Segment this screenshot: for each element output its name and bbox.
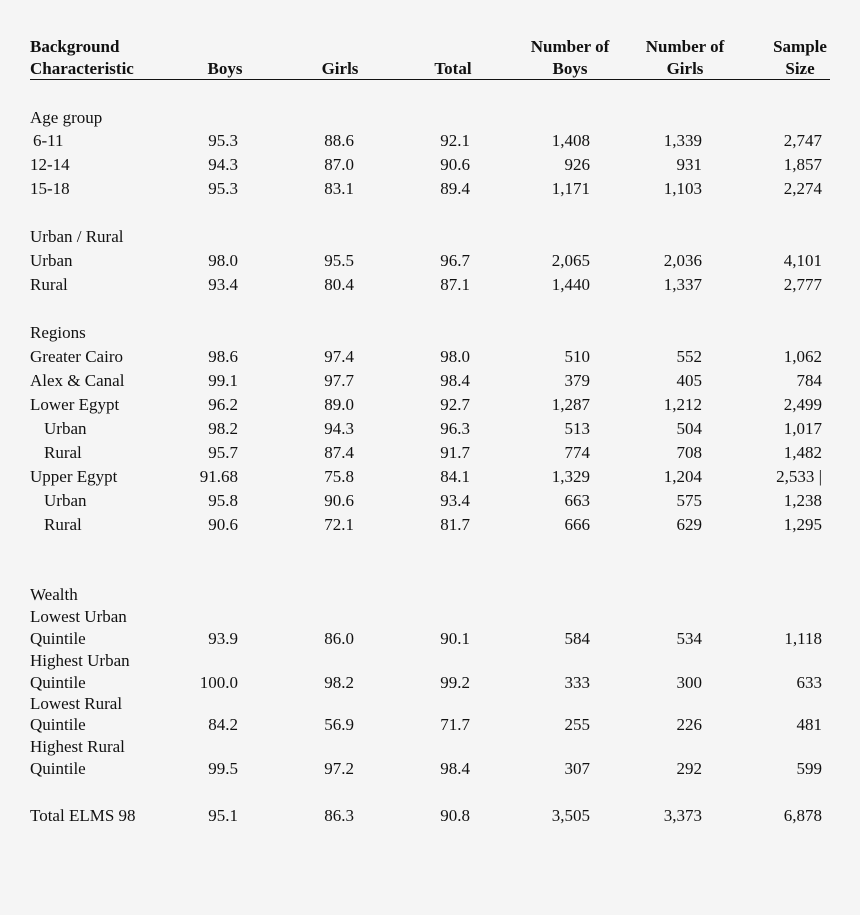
table-cell: 81.7: [440, 515, 470, 534]
row-label: Highest Rural: [30, 737, 125, 756]
header-total: Total: [434, 59, 472, 78]
row-label: Lower Egypt: [30, 395, 120, 414]
row-label: Lowest Rural: [30, 694, 123, 713]
table-cell: 96.7: [440, 251, 470, 270]
table-cell: 98.0: [208, 251, 238, 270]
table-cell: 504: [676, 419, 702, 438]
table-cell: 95.1: [208, 806, 238, 825]
table-cell: 379: [564, 371, 590, 390]
table-cell: 97.7: [324, 371, 354, 390]
table-cell: 92.1: [440, 131, 470, 150]
table-cell: 98.2: [208, 419, 238, 438]
table-cell: 56.9: [324, 715, 354, 734]
table-cell: 1,482: [783, 443, 822, 462]
table-cell: 2,777: [783, 275, 822, 294]
table-cell: 87.1: [440, 275, 470, 294]
table-cell: 2,065: [551, 251, 590, 270]
row-label: Urban: [30, 251, 73, 270]
table-cell: 774: [564, 443, 590, 462]
table-cell: 226: [676, 715, 702, 734]
table-cell: 1,103: [663, 179, 702, 198]
row-label: Urban: [44, 419, 87, 438]
table-cell: 1,440: [551, 275, 590, 294]
table-cell: 96.2: [208, 395, 238, 414]
table-cell: 2,274: [783, 179, 822, 198]
table-cell: 95.7: [208, 443, 238, 462]
header-number-boys-line1: Number of: [530, 37, 610, 56]
table-cell: 4,101: [783, 251, 822, 270]
row-label: 12-14: [30, 155, 70, 174]
table-cell: 93.9: [208, 629, 238, 648]
table-cell: 599: [796, 759, 822, 778]
table-cell: 71.7: [440, 715, 470, 734]
row-label: Upper Egypt: [30, 467, 118, 486]
table-cell: 405: [676, 371, 702, 390]
table-cell: 1,337: [663, 275, 702, 294]
table-cell: 72.1: [324, 515, 354, 534]
table-cell: 481: [796, 715, 822, 734]
header-number-girls-line2: Girls: [666, 59, 704, 78]
row-label: Regions: [30, 323, 86, 342]
header-boys: Boys: [207, 59, 243, 78]
table-cell: 1,017: [783, 419, 822, 438]
table-cell: 86.0: [324, 629, 354, 648]
header-girls: Girls: [321, 59, 359, 78]
header-rule: [30, 79, 830, 80]
table-cell: 552: [676, 347, 702, 366]
row-label: Rural: [30, 275, 68, 294]
table-cell: 84.2: [208, 715, 238, 734]
table-cell: 575: [676, 491, 702, 510]
table-cell: 84.1: [440, 467, 470, 486]
table-cell: 292: [676, 759, 702, 778]
row-label: Greater Cairo: [30, 347, 123, 366]
table-cell: 1,118: [784, 629, 822, 648]
table-cell: 300: [676, 673, 702, 692]
table-cell: 1,212: [663, 395, 702, 414]
table-cell: 784: [796, 371, 822, 390]
table-cell: 510: [564, 347, 590, 366]
row-label: Highest Urban: [30, 651, 130, 670]
table-cell: 99.5: [208, 759, 238, 778]
table-cell: 90.6: [208, 515, 238, 534]
table-cell: 94.3: [208, 155, 238, 174]
table-cell: 708: [676, 443, 702, 462]
table-cell: 86.3: [324, 806, 354, 825]
row-label: Urban: [44, 491, 87, 510]
table-cell: 93.4: [440, 491, 470, 510]
table-cell: 255: [564, 715, 590, 734]
row-label: Quintile: [30, 629, 86, 648]
table-cell: 629: [676, 515, 702, 534]
table-cell: 307: [564, 759, 590, 778]
table-cell: 90.8: [440, 806, 470, 825]
table-cell: 926: [564, 155, 590, 174]
table-cell: 83.1: [324, 179, 354, 198]
table-cell: 2,533 |: [776, 467, 822, 486]
table-cell: 333: [564, 673, 590, 692]
header-background-line1: Background: [30, 37, 120, 56]
table-cell: 87.4: [324, 443, 354, 462]
table-cell: 663: [564, 491, 590, 510]
table-cell: 97.2: [324, 759, 354, 778]
table-cell: 90.1: [440, 629, 470, 648]
table-cell: 87.0: [324, 155, 354, 174]
table-cell: 98.0: [440, 347, 470, 366]
row-label: Rural: [44, 515, 82, 534]
row-label: Age group: [30, 108, 103, 127]
table-cell: 92.7: [440, 395, 470, 414]
table-cell: 99.1: [208, 371, 238, 390]
table-cell: 90.6: [324, 491, 354, 510]
header-sample-size-line1: Sample: [773, 37, 827, 56]
table-cell: 513: [564, 419, 590, 438]
row-label: Total ELMS 98: [30, 806, 136, 825]
table-cell: 89.0: [324, 395, 354, 414]
table-cell: 633: [796, 673, 822, 692]
table-cell: 1,295: [783, 515, 822, 534]
header-number-boys-line2: Boys: [552, 59, 588, 78]
table-cell: 80.4: [324, 275, 354, 294]
table-cell: 2,036: [663, 251, 702, 270]
header-sample-size-line2: Size: [785, 59, 815, 78]
table-cell: 1,408: [551, 131, 590, 150]
table-cell: 6,878: [783, 806, 822, 825]
table-cell: 1,204: [663, 467, 702, 486]
table-cell: 98.4: [440, 371, 470, 390]
table-cell: 98.6: [208, 347, 238, 366]
row-label: Alex & Canal: [30, 371, 125, 390]
row-label: Quintile: [30, 715, 86, 734]
table-cell: 584: [564, 629, 590, 648]
row-label: Lowest Urban: [30, 607, 127, 626]
table-cell: 88.6: [324, 131, 354, 150]
table-cell: 100.0: [199, 673, 238, 692]
table-cell: 99.2: [440, 673, 470, 692]
table-cell: 666: [564, 515, 590, 534]
row-label: Rural: [44, 443, 82, 462]
table-cell: 89.4: [440, 179, 470, 198]
table-cell: 93.4: [208, 275, 238, 294]
table-cell: 90.6: [440, 155, 470, 174]
table-cell: 3,505: [551, 806, 590, 825]
table-cell: 1,171: [551, 179, 590, 198]
header-number-girls-line1: Number of: [645, 37, 725, 56]
table-cell: 1,287: [551, 395, 590, 414]
table-cell: 95.8: [208, 491, 238, 510]
table-cell: 2,747: [783, 131, 822, 150]
table-cell: 534: [676, 629, 702, 648]
table-cell: 1,339: [663, 131, 702, 150]
table-cell: 1,238: [783, 491, 822, 510]
table-cell: 95.3: [208, 179, 238, 198]
table-cell: 98.2: [324, 673, 354, 692]
row-label: 15-18: [30, 179, 70, 198]
table-cell: 1,857: [783, 155, 822, 174]
table-cell: 931: [676, 155, 702, 174]
table-cell: 2,499: [783, 395, 822, 414]
table-cell: 94.3: [324, 419, 354, 438]
table-cell: 1,329: [551, 467, 590, 486]
table-cell: 91.7: [440, 443, 470, 462]
table-cell: 95.5: [324, 251, 354, 270]
row-label: Wealth: [30, 585, 78, 604]
row-label: Quintile: [30, 673, 86, 692]
row-label: 6-11: [33, 131, 64, 150]
header-background-line2: Characteristic: [30, 59, 134, 78]
table-cell: 91.68: [199, 467, 238, 486]
table-cell: 1,062: [783, 347, 822, 366]
row-label: Quintile: [30, 759, 86, 778]
table-cell: 96.3: [440, 419, 470, 438]
table-cell: 95.3: [208, 131, 238, 150]
row-label: Urban / Rural: [30, 227, 124, 246]
table-cell: 98.4: [440, 759, 470, 778]
table-cell: 75.8: [324, 467, 354, 486]
table-cell: 3,373: [663, 806, 702, 825]
table-cell: 97.4: [324, 347, 354, 366]
